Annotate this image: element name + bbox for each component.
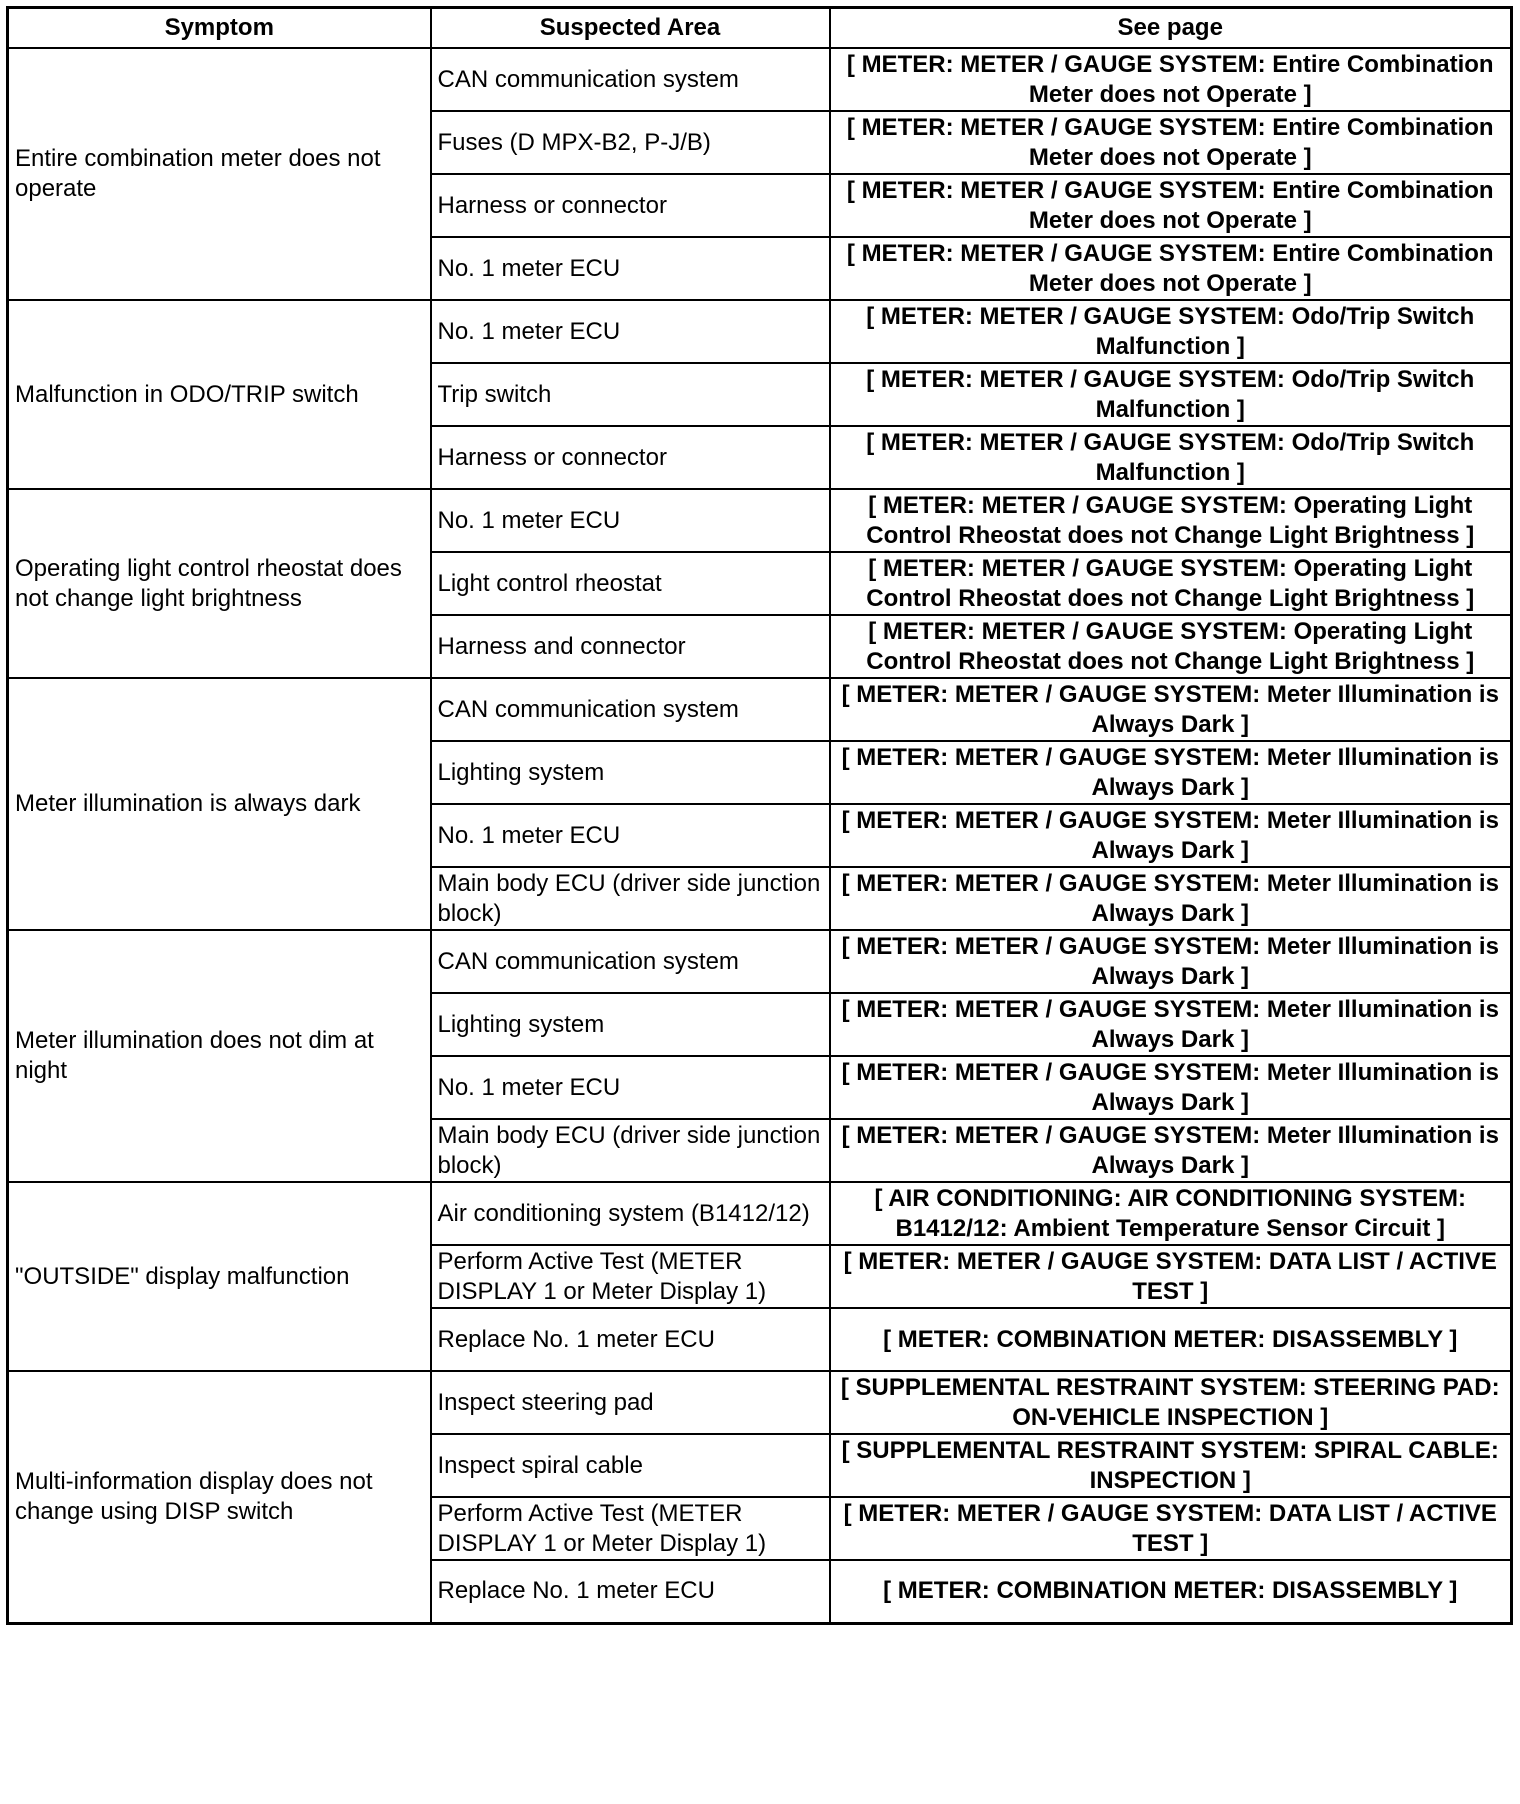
see-page-reference: [ METER: METER / GAUGE SYSTEM: Entire Combination Meter does not Operate ]	[830, 174, 1512, 237]
see-page-reference: [ AIR CONDITIONING: AIR CONDITIONING SYSTEM: B1412/12: Ambient Temperature Sensor Circuit ]	[830, 1182, 1512, 1245]
see-page-reference: [ METER: METER / GAUGE SYSTEM: Meter Illumination is Always Dark ]	[830, 867, 1512, 930]
suspected-area-cell: Air conditioning system (B1412/12)	[431, 1182, 830, 1245]
suspected-area-cell: Inspect spiral cable	[431, 1434, 830, 1497]
table-row	[8, 489, 1512, 552]
table-row	[8, 48, 1512, 111]
suspected-area-cell: No. 1 meter ECU	[431, 489, 830, 552]
suspected-area-cell: Lighting system	[431, 741, 830, 804]
symptom-cell: Entire combination meter does not operate	[8, 48, 431, 300]
see-page-reference: [ SUPPLEMENTAL RESTRAINT SYSTEM: STEERING PAD: ON-VEHICLE INSPECTION ]	[830, 1371, 1512, 1434]
header-symptom: Symptom	[8, 8, 431, 49]
see-page-reference: [ METER: METER / GAUGE SYSTEM: Odo/Trip Switch Malfunction ]	[830, 426, 1512, 489]
see-page-reference: [ METER: METER / GAUGE SYSTEM: DATA LIST / ACTIVE TEST ]	[830, 1497, 1512, 1560]
suspected-area-cell: Main body ECU (driver side junction block)	[431, 867, 830, 930]
table-row	[8, 1371, 1512, 1434]
see-page-reference: [ METER: METER / GAUGE SYSTEM: Entire Combination Meter does not Operate ]	[830, 48, 1512, 111]
header-suspected-area: Suspected Area	[431, 8, 830, 49]
see-page-reference: [ METER: METER / GAUGE SYSTEM: Meter Illumination is Always Dark ]	[830, 1119, 1512, 1182]
see-page-reference: [ METER: METER / GAUGE SYSTEM: Meter Illumination is Always Dark ]	[830, 741, 1512, 804]
see-page-reference: [ METER: METER / GAUGE SYSTEM: Operating Light Control Rheostat does not Change Light Brightness ]	[830, 615, 1512, 678]
see-page-reference: [ SUPPLEMENTAL RESTRAINT SYSTEM: SPIRAL CABLE: INSPECTION ]	[830, 1434, 1512, 1497]
suspected-area-cell: No. 1 meter ECU	[431, 300, 830, 363]
see-page-reference: [ METER: COMBINATION METER: DISASSEMBLY ]	[830, 1308, 1512, 1371]
suspected-area-cell: Inspect steering pad	[431, 1371, 830, 1434]
suspected-area-cell: Trip switch	[431, 363, 830, 426]
suspected-area-cell: CAN communication system	[431, 678, 830, 741]
see-page-reference: [ METER: METER / GAUGE SYSTEM: Operating Light Control Rheostat does not Change Light Brightness ]	[830, 489, 1512, 552]
see-page-reference: [ METER: METER / GAUGE SYSTEM: Meter Illumination is Always Dark ]	[830, 804, 1512, 867]
see-page-reference: [ METER: METER / GAUGE SYSTEM: Meter Illumination is Always Dark ]	[830, 930, 1512, 993]
suspected-area-cell: No. 1 meter ECU	[431, 237, 830, 300]
suspected-area-cell: Harness or connector	[431, 174, 830, 237]
troubleshooting-table	[6, 6, 1513, 1625]
suspected-area-cell: Main body ECU (driver side junction block)	[431, 1119, 830, 1182]
suspected-area-cell: CAN communication system	[431, 48, 830, 111]
see-page-reference: [ METER: METER / GAUGE SYSTEM: Operating Light Control Rheostat does not Change Light Brightness ]	[830, 552, 1512, 615]
suspected-area-cell: Replace No. 1 meter ECU	[431, 1560, 830, 1623]
suspected-area-cell: No. 1 meter ECU	[431, 1056, 830, 1119]
suspected-area-cell: Replace No. 1 meter ECU	[431, 1308, 830, 1371]
symptom-cell: "OUTSIDE" display malfunction	[8, 1182, 431, 1371]
suspected-area-cell: No. 1 meter ECU	[431, 804, 830, 867]
see-page-reference: [ METER: METER / GAUGE SYSTEM: Odo/Trip Switch Malfunction ]	[830, 300, 1512, 363]
suspected-area-cell: Fuses (D MPX-B2, P-J/B)	[431, 111, 830, 174]
suspected-area-cell: Perform Active Test (METER DISPLAY 1 or Meter Display 1)	[431, 1497, 830, 1560]
see-page-reference: [ METER: METER / GAUGE SYSTEM: Entire Combination Meter does not Operate ]	[830, 111, 1512, 174]
suspected-area-cell: Lighting system	[431, 993, 830, 1056]
table-row	[8, 300, 1512, 363]
see-page-reference: [ METER: METER / GAUGE SYSTEM: Meter Illumination is Always Dark ]	[830, 678, 1512, 741]
header-row	[8, 8, 1512, 49]
symptom-cell: Meter illumination does not dim at night	[8, 930, 431, 1182]
see-page-reference: [ METER: METER / GAUGE SYSTEM: Meter Illumination is Always Dark ]	[830, 993, 1512, 1056]
see-page-reference: [ METER: METER / GAUGE SYSTEM: Odo/Trip Switch Malfunction ]	[830, 363, 1512, 426]
see-page-reference: [ METER: METER / GAUGE SYSTEM: Meter Illumination is Always Dark ]	[830, 1056, 1512, 1119]
suspected-area-cell: Harness and connector	[431, 615, 830, 678]
table-row	[8, 930, 1512, 993]
header-see-page: See page	[830, 8, 1512, 49]
see-page-reference: [ METER: METER / GAUGE SYSTEM: Entire Combination Meter does not Operate ]	[830, 237, 1512, 300]
see-page-reference: [ METER: COMBINATION METER: DISASSEMBLY ]	[830, 1560, 1512, 1623]
see-page-reference: [ METER: METER / GAUGE SYSTEM: DATA LIST / ACTIVE TEST ]	[830, 1245, 1512, 1308]
symptom-cell: Multi-information display does not change using DISP switch	[8, 1371, 431, 1623]
symptom-cell: Operating light control rheostat does not change light brightness	[8, 489, 431, 678]
suspected-area-cell: CAN communication system	[431, 930, 830, 993]
suspected-area-cell: Harness or connector	[431, 426, 830, 489]
symptom-cell: Meter illumination is always dark	[8, 678, 431, 930]
table-row	[8, 1182, 1512, 1245]
table-row	[8, 678, 1512, 741]
suspected-area-cell: Light control rheostat	[431, 552, 830, 615]
table-body	[8, 48, 1512, 1623]
suspected-area-cell: Perform Active Test (METER DISPLAY 1 or Meter Display 1)	[431, 1245, 830, 1308]
symptom-cell: Malfunction in ODO/TRIP switch	[8, 300, 431, 489]
